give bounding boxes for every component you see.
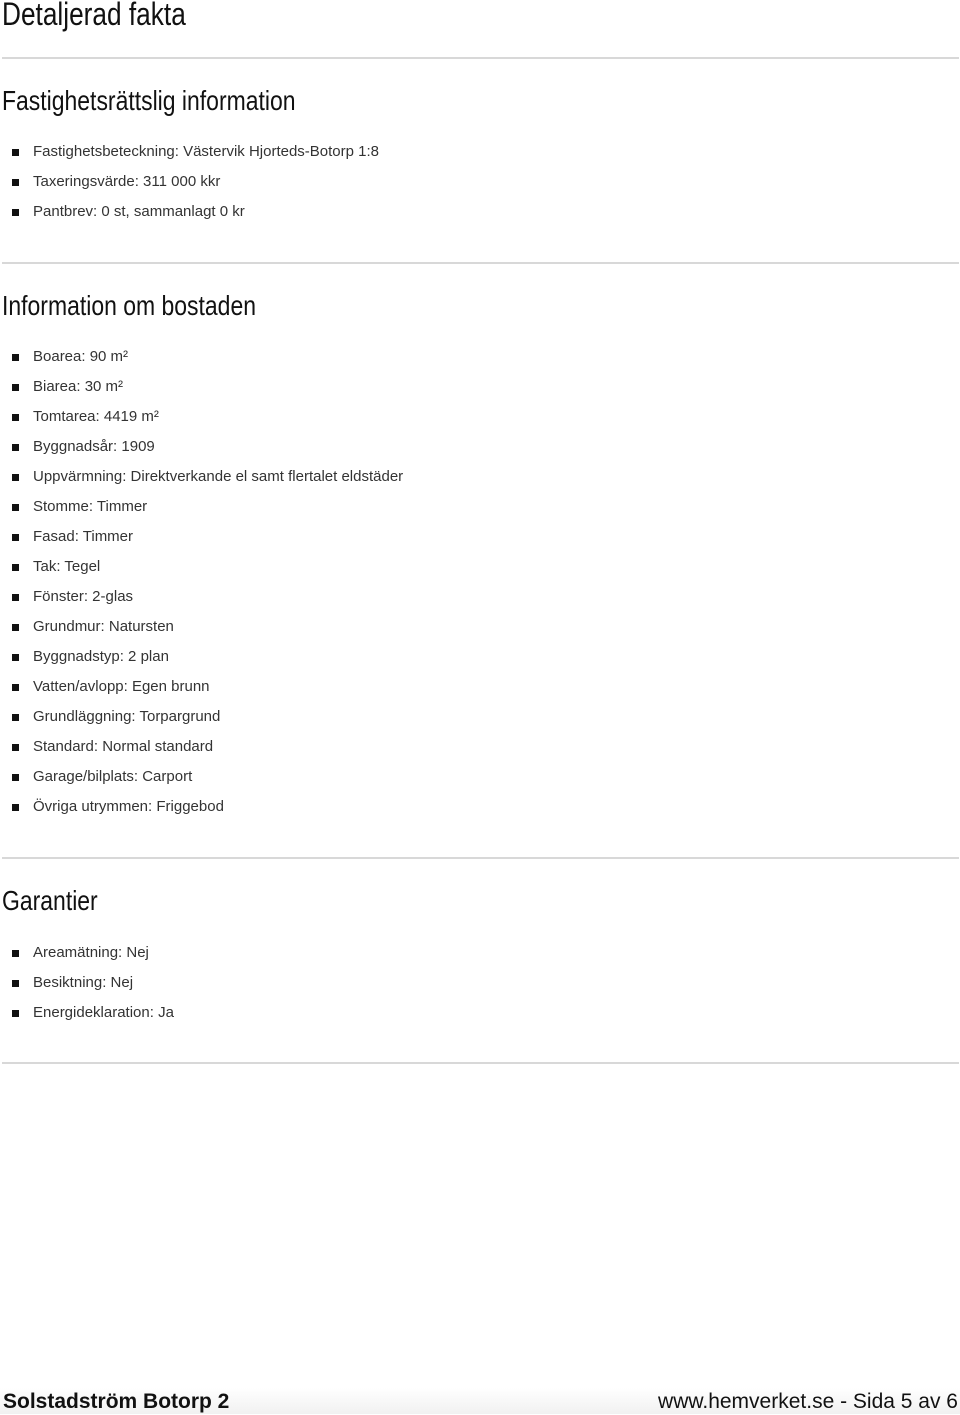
list-item xyxy=(0,402,403,432)
square-bullet-icon xyxy=(12,384,19,391)
square-bullet-icon xyxy=(12,624,19,631)
section-title-fastighetsrattslig: Fastighetsrättslig information xyxy=(2,85,296,116)
list-item xyxy=(0,612,403,642)
fact-text: Tomtarea: 4419 m² xyxy=(33,408,159,425)
list-item xyxy=(0,642,403,672)
square-bullet-icon xyxy=(12,179,19,186)
list-item xyxy=(0,137,379,167)
list-item xyxy=(0,432,403,462)
square-bullet-icon xyxy=(12,744,19,751)
square-bullet-icon xyxy=(12,209,19,216)
divider xyxy=(2,262,959,264)
fact-text: Besiktning: Nej xyxy=(33,974,134,991)
list-item xyxy=(0,372,403,402)
square-bullet-icon xyxy=(12,474,19,481)
list-item xyxy=(0,702,403,732)
list-item xyxy=(0,672,403,702)
fact-text: Övriga utrymmen: Friggebod xyxy=(33,798,224,815)
fact-text: Uppvärmning: Direktverkande el samt flertalet eldstäder xyxy=(33,468,404,485)
square-bullet-icon xyxy=(12,714,19,721)
fact-list-bostaden xyxy=(0,342,403,822)
list-item xyxy=(0,552,403,582)
footer-property-name: Solstadström Botorp 2 xyxy=(3,1390,230,1413)
list-item xyxy=(0,582,403,612)
fact-text: Stomme: Timmer xyxy=(33,498,148,515)
section-title-bostaden: Information om bostaden xyxy=(2,290,256,321)
fact-text: Boarea: 90 m² xyxy=(33,348,129,365)
footer-page-info: www.hemverket.se - Sida 5 av 6 xyxy=(658,1390,958,1413)
fact-text: Grundläggning: Torpargrund xyxy=(33,708,221,725)
square-bullet-icon xyxy=(12,594,19,601)
square-bullet-icon xyxy=(12,504,19,511)
square-bullet-icon xyxy=(12,980,19,987)
fact-text: Garage/bilplats: Carport xyxy=(33,768,193,785)
divider xyxy=(2,857,959,859)
fact-text: Fastighetsbeteckning: Västervik Hjorteds-Botorp 1:8 xyxy=(33,143,380,160)
list-item xyxy=(0,522,403,552)
list-item xyxy=(0,462,403,492)
square-bullet-icon xyxy=(12,564,19,571)
fact-text: Tak: Tegel xyxy=(33,558,101,575)
fact-text: Byggnadsår: 1909 xyxy=(33,438,155,455)
divider xyxy=(2,1062,959,1064)
fact-text: Areamätning: Nej xyxy=(33,944,149,961)
fact-text: Energideklaration: Ja xyxy=(33,1004,174,1021)
list-item xyxy=(0,342,403,372)
square-bullet-icon xyxy=(12,149,19,156)
list-item xyxy=(0,492,403,522)
square-bullet-icon xyxy=(12,804,19,811)
square-bullet-icon xyxy=(12,1010,19,1017)
list-item xyxy=(0,968,174,998)
square-bullet-icon xyxy=(12,414,19,421)
list-item xyxy=(0,197,379,227)
list-item xyxy=(0,732,403,762)
section-title-garantier: Garantier xyxy=(2,885,98,916)
fact-list-fastighetsrattslig xyxy=(0,137,379,227)
list-item xyxy=(0,762,403,792)
fact-text: Pantbrev: 0 st, sammanlagt 0 kr xyxy=(33,203,245,220)
divider xyxy=(2,57,959,59)
square-bullet-icon xyxy=(12,444,19,451)
fact-text: Standard: Normal standard xyxy=(33,738,214,755)
page-title: Detaljerad fakta xyxy=(2,0,186,32)
square-bullet-icon xyxy=(12,684,19,691)
fact-text: Fönster: 2-glas xyxy=(33,588,134,605)
list-item xyxy=(0,167,379,197)
list-item xyxy=(0,998,174,1028)
fact-text: Taxeringsvärde: 311 000 kkr xyxy=(33,173,221,190)
square-bullet-icon xyxy=(12,950,19,957)
list-item xyxy=(0,792,403,822)
square-bullet-icon xyxy=(12,654,19,661)
fact-list-garantier xyxy=(0,938,174,1028)
fact-text: Byggnadstyp: 2 plan xyxy=(33,648,169,665)
list-item xyxy=(0,938,174,968)
fact-text: Biarea: 30 m² xyxy=(33,378,124,395)
square-bullet-icon xyxy=(12,774,19,781)
fact-text: Vatten/avlopp: Egen brunn xyxy=(33,678,210,695)
square-bullet-icon xyxy=(12,354,19,361)
fact-text: Grundmur: Natursten xyxy=(33,618,174,635)
fact-text: Fasad: Timmer xyxy=(33,528,134,545)
square-bullet-icon xyxy=(12,534,19,541)
